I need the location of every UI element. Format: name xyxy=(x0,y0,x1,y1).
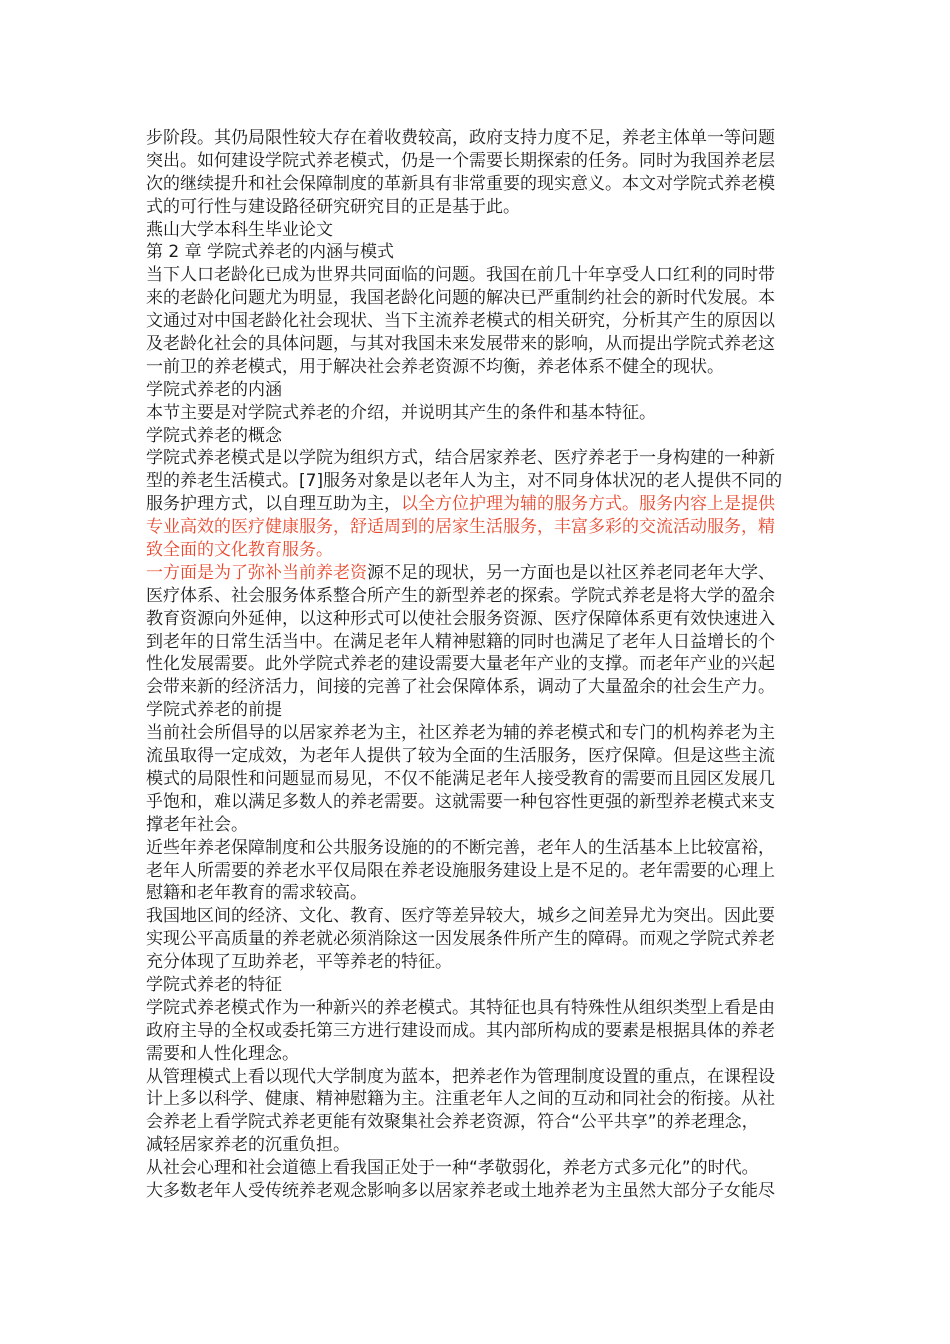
text-line xyxy=(146,402,806,425)
text-segment: 会带来新的经济活力，间接的完善了社会保障体系，调动了大量盈余的社会生产力。 xyxy=(146,677,775,698)
text-line xyxy=(146,356,806,379)
text-line xyxy=(146,860,806,883)
text-segment: 学院式养老的概念 xyxy=(146,425,282,446)
text-segment: 学院式养老的前提 xyxy=(146,700,282,721)
highlighted-text: 以全方位护理为辅的服务方式。服务内容上是提供 xyxy=(401,494,775,515)
text-line xyxy=(146,516,806,539)
text-segment: 教育资源向外延伸，以这种形式可以使社会服务资源、医疗保障体系更有效快速进入 xyxy=(146,608,775,629)
highlighted-text: 专业高效的医疗健康服务，舒适周到的居家生活服务，丰富多彩的交流活动服务，精 xyxy=(146,517,775,538)
text-segment: 我国地区间的经济、文化、教育、医疗等差异较大，城乡之间差异尤为突出。因此要 xyxy=(146,906,775,927)
text-segment: 式的可行性与建设路径研究研究目的正是基于此。 xyxy=(146,196,520,217)
text-segment: 本节主要是对学院式养老的介绍，并说明其产生的条件和基本特征。 xyxy=(146,402,656,423)
text-line xyxy=(146,585,806,608)
text-segment: 计上多以科学、健康、精神慰籍为主。注重老年人之间的互动和同社会的衔接。从社 xyxy=(146,1089,775,1110)
text-line xyxy=(146,882,806,905)
text-segment: 医疗体系、社会服务体系整合所产生的新型养老的探索。学院式养老是将大学的盈余 xyxy=(146,585,775,606)
text-segment: 从社会心理和社会道德上看我国正处于一种“孝敬弱化，养老方式多元化”的时代。 xyxy=(146,1158,759,1179)
text-segment: 服务护理方式，以自理互助为主， xyxy=(146,494,401,515)
text-line xyxy=(146,997,806,1020)
text-segment: 第 2 章 学院式养老的内涵与模式 xyxy=(146,242,395,263)
text-line xyxy=(146,333,806,356)
text-line xyxy=(146,608,806,631)
text-segment: 一前卫的养老模式，用于解决社会养老资源不均衡，养老体系不健全的现状。 xyxy=(146,356,724,377)
text-segment: 学院式养老的特征 xyxy=(146,974,282,995)
text-segment: 需要和人性化理念。 xyxy=(146,1043,299,1064)
text-segment: 模式的局限性和问题显而易见，不仅不能满足老年人接受教育的需要而且园区发展几 xyxy=(146,768,775,789)
text-line xyxy=(146,745,806,768)
text-line xyxy=(146,928,806,951)
text-segment: 大多数老年人受传统养老观念影响多以居家养老或土地养老为主虽然大部分子女能尽 xyxy=(146,1180,775,1201)
text-segment: 从管理模式上看以现代大学制度为蓝本，把养老作为管理制度设置的重点，在课程设 xyxy=(146,1066,775,1087)
text-segment: 突出。如何建设学院式养老模式，仍是一个需要长期探索的任务。同时为我国养老层 xyxy=(146,150,775,171)
text-line xyxy=(146,974,806,997)
text-line xyxy=(146,653,806,676)
text-segment: 减轻居家养老的沉重负担。 xyxy=(146,1135,350,1156)
text-line xyxy=(146,699,806,722)
text-segment: 学院式养老的内涵 xyxy=(146,379,282,400)
text-segment: 乎饱和，难以满足多数人的养老需要。这就需要一种包容性更强的新型养老模式来支 xyxy=(146,791,775,812)
text-line xyxy=(146,791,806,814)
text-line xyxy=(146,447,806,470)
text-segment: 到老年的日常生活当中。在满足老年人精神慰籍的同时也满足了老年人日益增长的个 xyxy=(146,631,775,652)
text-segment: 政府主导的全权或委托第三方进行建设而成。其内部所构成的要素是根据具体的养老 xyxy=(146,1020,775,1041)
text-line xyxy=(146,127,806,150)
text-line xyxy=(146,951,806,974)
text-segment: 学院式养老模式是以学院为组织方式，结合居家养老、医疗养老于一身构建的一种新 xyxy=(146,448,775,469)
text-line xyxy=(146,539,806,562)
text-segment: 学院式养老模式作为一种新兴的养老模式。其特征也具有特殊性从组织类型上看是由 xyxy=(146,997,775,1018)
text-segment: 型的养老生活模式。[7]服务对象是以老年人为主，对不同身体状况的老人提供不同的 xyxy=(146,471,783,492)
text-line xyxy=(146,837,806,860)
text-line xyxy=(146,470,806,493)
text-line xyxy=(146,1157,806,1180)
text-segment: 文通过对中国老龄化社会现状、当下主流养老模式的相关研究，分析其产生的原因以 xyxy=(146,311,775,332)
document-page xyxy=(146,127,806,1203)
text-line xyxy=(146,1020,806,1043)
text-line xyxy=(146,264,806,287)
text-segment: 来的老龄化问题尤为明显，我国老龄化问题的解决已严重制约社会的新时代发展。本 xyxy=(146,288,775,309)
text-segment: 流虽取得一定成效，为老年人提供了较为全面的生活服务，医疗保障。但是这些主流 xyxy=(146,746,775,767)
text-line xyxy=(146,1043,806,1066)
text-line xyxy=(146,1134,806,1157)
text-line xyxy=(146,493,806,516)
text-segment: 步阶段。其仍局限性较大存在着收费较高，政府支持力度不足，养老主体单一等问题 xyxy=(146,128,775,148)
text-line xyxy=(146,676,806,699)
text-segment: 当前社会所倡导的以居家养老为主，社区养老为辅的养老模式和专门的机构养老为主 xyxy=(146,723,775,744)
text-line xyxy=(146,1066,806,1089)
highlighted-text: 一方面是为了弥补当前养老资 xyxy=(146,562,367,583)
text-segment: 老年人所需要的养老水平仅局限在养老设施服务建设上是不足的。老年需要的心理上 xyxy=(146,860,775,881)
text-segment: 燕山大学本科生毕业论文 xyxy=(146,219,333,240)
text-line xyxy=(146,425,806,448)
text-segment: 次的继续提升和社会保障制度的革新具有非常重要的现实意义。本文对学院式养老模 xyxy=(146,173,775,194)
text-line xyxy=(146,562,806,585)
text-line xyxy=(146,768,806,791)
text-line xyxy=(146,1088,806,1111)
text-segment: 会养老上看学院式养老更能有效聚集社会养老资源，符合“公平共享”的养老理念， xyxy=(146,1112,759,1133)
text-line xyxy=(146,631,806,654)
text-segment: 慰籍和老年教育的需求较高。 xyxy=(146,883,367,904)
text-segment: 近些年养老保障制度和公共服务设施的的不断完善，老年人的生活基本上比较富裕， xyxy=(146,837,775,858)
text-segment: 充分体现了互助养老，平等养老的特征。 xyxy=(146,952,452,973)
text-segment: 实现公平高质量的养老就必须消除这一因发展条件所产生的障碍。而观之学院式养老 xyxy=(146,929,775,950)
text-line xyxy=(146,287,806,310)
text-line xyxy=(146,379,806,402)
highlighted-text: 致全面的文化教育服务。 xyxy=(146,540,333,561)
text-line xyxy=(146,1111,806,1134)
text-line xyxy=(146,241,806,264)
text-segment: 性化发展需要。此外学院式养老的建设需要大量老年产业的支撑。而老年产业的兴起 xyxy=(146,654,775,675)
text-line xyxy=(146,150,806,173)
text-segment: 及老龄化社会的具体问题，与其对我国未来发展带来的影响，从而提出学院式养老这 xyxy=(146,334,775,355)
text-line xyxy=(146,905,806,928)
text-line xyxy=(146,310,806,333)
text-segment: 当下人口老龄化已成为世界共同面临的问题。我国在前几十年享受人口红利的同时带 xyxy=(146,265,775,286)
text-line xyxy=(146,814,806,837)
text-line xyxy=(146,722,806,745)
text-line xyxy=(146,1180,806,1203)
text-line xyxy=(146,219,806,242)
text-line xyxy=(146,173,806,196)
text-line xyxy=(146,196,806,219)
text-segment: 源不足的现状，另一方面也是以社区养老同老年大学、 xyxy=(367,562,775,583)
text-segment: 撑老年社会。 xyxy=(146,814,248,835)
